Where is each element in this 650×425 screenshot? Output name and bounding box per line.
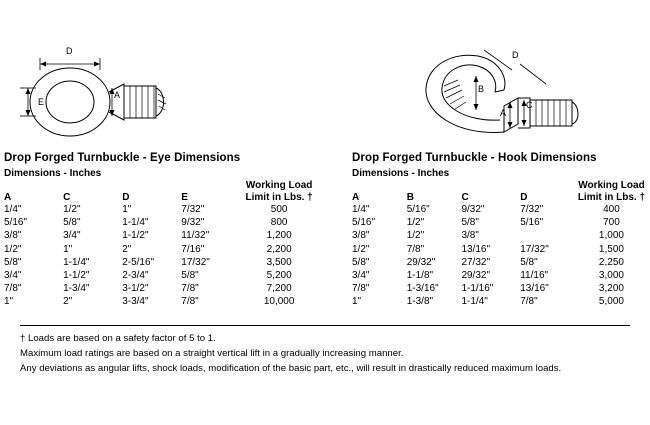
cell-d bbox=[520, 229, 571, 242]
cell-a: 5/16" bbox=[352, 217, 376, 229]
footnotes bbox=[20, 325, 630, 376]
cell-a: 5/8" bbox=[352, 256, 370, 268]
cell-a: 3/4" bbox=[352, 270, 370, 282]
cell-working-load: 2,200 bbox=[266, 243, 292, 255]
table-row bbox=[4, 229, 324, 242]
cell-c: 5/8" bbox=[461, 217, 479, 229]
cell-working-load: 3,200 bbox=[598, 283, 624, 295]
cell-a: 3/8" bbox=[352, 230, 370, 242]
cell-working-load: 7,200 bbox=[266, 283, 292, 295]
eye-working-load-line1: Working Load bbox=[245, 180, 313, 191]
cell-d: 1-1/2" bbox=[122, 230, 149, 242]
cell-c: 3/8" bbox=[461, 230, 479, 242]
eye-turnbuckle-drawing bbox=[6, 36, 186, 151]
cell-c: 27/32" bbox=[461, 256, 491, 268]
hook-working-load-line1: Working Load bbox=[578, 180, 645, 191]
eye-col-header-working-load bbox=[234, 180, 324, 203]
cell-c: 1-1/4" bbox=[63, 256, 90, 268]
table-row bbox=[352, 282, 650, 295]
table-header-row bbox=[352, 180, 650, 203]
cell-working-load: 800 bbox=[270, 217, 288, 229]
footnote-1: † Loads are based on a safety factor of 5 to 1. bbox=[20, 333, 216, 344]
cell-a: 5/16" bbox=[4, 217, 28, 229]
cell-working-load: 5,200 bbox=[266, 270, 292, 282]
cell-b: 1-3/8" bbox=[406, 296, 434, 308]
cell-e: 7/16" bbox=[181, 243, 205, 255]
cell-b: 5/16" bbox=[406, 204, 430, 215]
cell-b: 1-1/8" bbox=[406, 270, 434, 282]
cell-c: 3/4" bbox=[63, 230, 81, 242]
hook-col-header-a: A bbox=[352, 191, 360, 203]
cell-d: 7/32" bbox=[520, 204, 544, 215]
cell-c: 1/2" bbox=[63, 204, 81, 215]
cell-d: 7/8" bbox=[520, 296, 538, 308]
cell-working-load: 500 bbox=[270, 204, 288, 215]
cell-a: 1" bbox=[4, 296, 14, 308]
table-row bbox=[4, 282, 324, 295]
hook-col-header-c: C bbox=[461, 191, 469, 203]
cell-working-load: 1,200 bbox=[266, 230, 292, 242]
eye-col-header-c: C bbox=[63, 191, 71, 203]
cell-c: 29/32" bbox=[461, 270, 491, 282]
cell-e: 7/8" bbox=[181, 296, 199, 308]
cell-d: 1-1/4" bbox=[122, 217, 149, 229]
hook-turnbuckle-drawing bbox=[400, 36, 600, 151]
cell-e: 5/8" bbox=[181, 270, 199, 282]
cell-working-load: 1,000 bbox=[598, 230, 624, 242]
cell-a: 3/4" bbox=[4, 270, 22, 282]
cell-working-load: 2,250 bbox=[598, 256, 624, 268]
cell-b: 1-3/16" bbox=[406, 283, 439, 295]
hook-col-header-b: B bbox=[406, 191, 414, 203]
eye-dim-label-E: E bbox=[38, 97, 45, 107]
cell-a: 1/4" bbox=[4, 204, 22, 215]
cell-d: 2-3/4" bbox=[122, 270, 149, 282]
cell-c: 13/16" bbox=[461, 243, 491, 255]
cell-d: 17/32" bbox=[520, 243, 549, 255]
table-row bbox=[4, 216, 324, 229]
table-row bbox=[4, 295, 324, 308]
eye-dimensions-table bbox=[4, 180, 324, 309]
cell-c: 1-1/16" bbox=[461, 283, 494, 295]
hook-col-header-working-load bbox=[571, 180, 650, 203]
eye-dim-label-A: A bbox=[114, 90, 121, 100]
table-row bbox=[352, 229, 650, 242]
table-row bbox=[352, 216, 650, 229]
cell-a: 1/2" bbox=[352, 243, 370, 255]
cell-working-load: 3,000 bbox=[598, 270, 624, 282]
eye-col-header-a: A bbox=[4, 191, 12, 203]
footnote-3: Any deviations as angular lifts, shock loads, modification of the basic part, etc., will result in drastically reduced maximum loads. bbox=[20, 363, 562, 374]
cell-c: 1-3/4" bbox=[63, 283, 90, 295]
table-row bbox=[4, 269, 324, 282]
cell-d: 13/16" bbox=[520, 283, 549, 295]
cell-a: 7/8" bbox=[4, 283, 22, 295]
cell-e: 17/32" bbox=[181, 256, 210, 268]
cell-e: 7/32" bbox=[181, 204, 205, 215]
cell-a: 3/8" bbox=[4, 230, 22, 242]
cell-d: 5/8" bbox=[520, 256, 538, 268]
cell-working-load: 1,500 bbox=[598, 243, 624, 255]
cell-d: 2-5/16" bbox=[122, 256, 155, 268]
cell-d: 3-3/4" bbox=[122, 296, 149, 308]
cell-b: 1/2" bbox=[406, 217, 425, 229]
cell-d: 5/16" bbox=[520, 217, 544, 229]
hook-panel-title: Drop Forged Turnbuckle - Hook Dimensions bbox=[352, 152, 597, 164]
hook-dimensions-label: Dimensions - Inches bbox=[352, 168, 450, 179]
cell-a: 5/8" bbox=[4, 256, 22, 268]
table-row bbox=[352, 256, 650, 269]
cell-c: 5/8" bbox=[63, 217, 81, 229]
cell-a: 1" bbox=[352, 296, 362, 308]
hook-dim-label-A: A bbox=[500, 108, 507, 118]
cell-working-load: 5,000 bbox=[598, 296, 624, 308]
table-header-row bbox=[4, 180, 324, 203]
eye-working-load-line2: Limit in Lbs. † bbox=[245, 191, 313, 203]
cell-b: 29/32" bbox=[406, 256, 436, 268]
cell-a: 7/8" bbox=[352, 283, 370, 295]
cell-working-load: 400 bbox=[603, 204, 620, 215]
cell-b: 1/2" bbox=[406, 230, 425, 242]
cell-e: 11/32" bbox=[181, 230, 210, 242]
hook-dim-label-B: B bbox=[478, 84, 485, 94]
cell-e: 7/8" bbox=[181, 283, 199, 295]
eye-table-body bbox=[4, 203, 324, 309]
cell-d: 1" bbox=[122, 204, 132, 215]
cell-c: 9/32" bbox=[461, 204, 485, 215]
table-row bbox=[352, 203, 650, 216]
eye-dimensions-panel bbox=[4, 152, 324, 309]
cell-b: 7/8" bbox=[406, 243, 425, 255]
table-row bbox=[4, 256, 324, 269]
cell-d: 11/16" bbox=[520, 270, 549, 282]
hook-dim-label-D: D bbox=[512, 50, 519, 60]
cell-a: 1/2" bbox=[4, 243, 22, 255]
table-row bbox=[352, 269, 650, 282]
hook-working-load-line2: Limit in Lbs. † bbox=[577, 191, 646, 203]
table-row bbox=[4, 203, 324, 216]
hook-col-header-d: D bbox=[520, 191, 528, 203]
table-row bbox=[352, 243, 650, 256]
hook-table-body bbox=[352, 203, 650, 309]
hook-dimensions-panel bbox=[352, 152, 650, 309]
cell-c: 1-1/4" bbox=[461, 296, 488, 308]
cell-c: 1" bbox=[63, 243, 73, 255]
cell-e: 9/32" bbox=[181, 217, 205, 229]
footnote-2: Maximum load ratings are based on a straight vertical lift in a gradually increasing manner. bbox=[20, 348, 404, 359]
cell-c: 2" bbox=[63, 296, 73, 308]
eye-col-header-d: D bbox=[122, 191, 130, 203]
eye-panel-title: Drop Forged Turnbuckle - Eye Dimensions bbox=[4, 152, 241, 164]
cell-d: 3-1/2" bbox=[122, 283, 149, 295]
cell-working-load: 10,000 bbox=[263, 296, 295, 308]
cell-d: 2" bbox=[122, 243, 132, 255]
cell-working-load: 700 bbox=[603, 217, 620, 229]
table-row bbox=[352, 295, 650, 308]
eye-dimensions-label: Dimensions - Inches bbox=[4, 168, 102, 179]
eye-col-header-e: E bbox=[181, 191, 188, 203]
eye-dim-label-D: D bbox=[66, 46, 73, 56]
cell-c: 1-1/2" bbox=[63, 270, 90, 282]
cell-a: 1/4" bbox=[352, 204, 370, 215]
cell-working-load: 3,500 bbox=[266, 256, 292, 268]
table-row bbox=[4, 243, 324, 256]
hook-dimensions-table bbox=[352, 180, 650, 309]
hook-dim-label-C: C bbox=[526, 100, 533, 110]
